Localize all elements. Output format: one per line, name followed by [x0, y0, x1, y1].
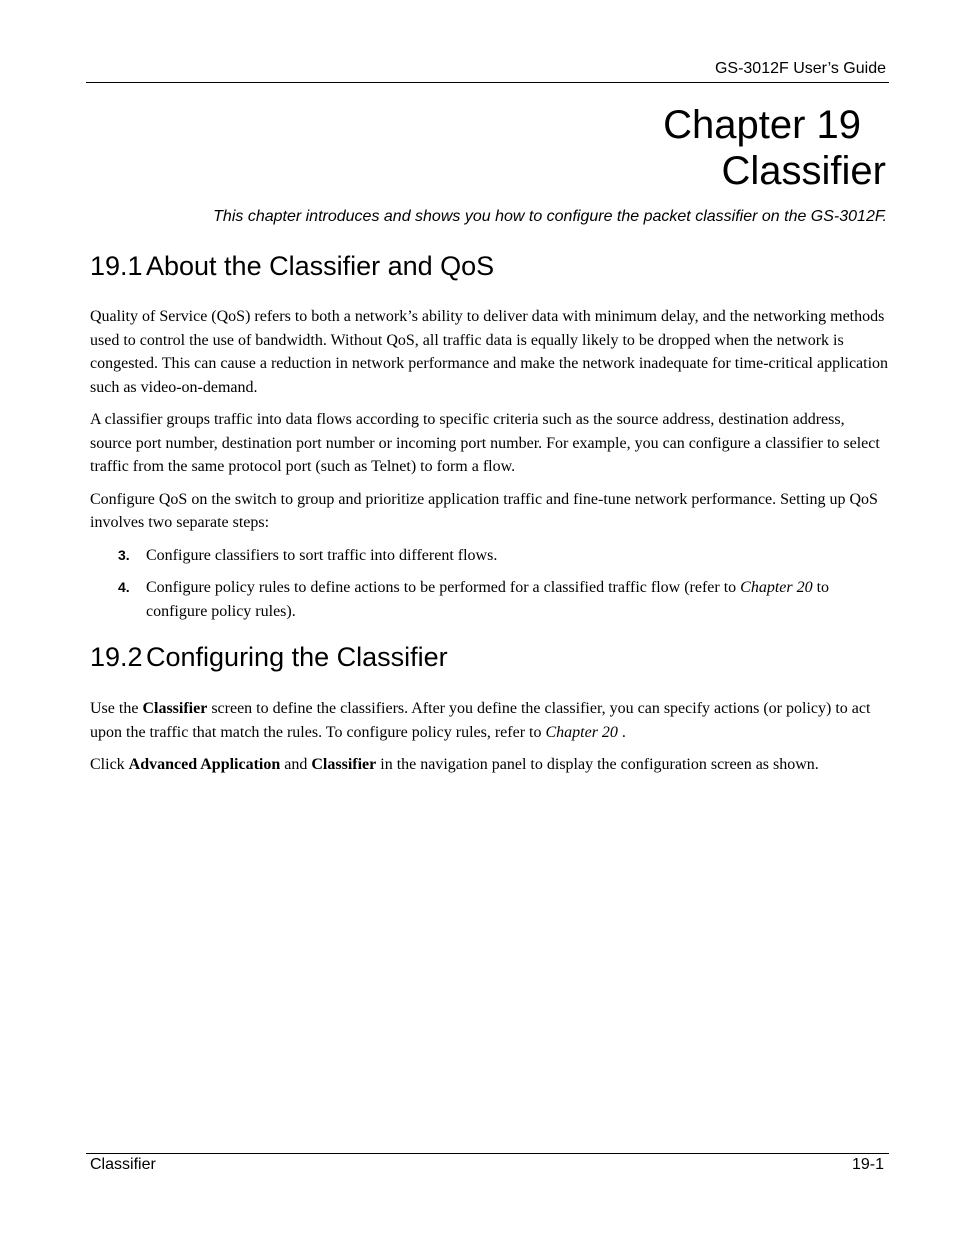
paragraph-classifier-definition: A classifier groups traffic into data flows according to specific criteria such as the source address, destination address, source port number, destination port number or incoming port number. For example, you can configure a classifier to select traffic from the same protocol port (such as Telnet) to form a flow.	[90, 411, 880, 475]
term-classifier: Classifier	[142, 700, 208, 717]
list-item	[90, 576, 890, 623]
footer-chapter-name: Classifier	[90, 1156, 156, 1173]
chapter-intro: This chapter introduces and shows you how to configure the packet classifier on the GS-3012F.	[213, 208, 887, 225]
steps-list	[90, 544, 890, 624]
text-run: Use the	[90, 700, 143, 717]
list-item	[90, 544, 890, 568]
header-rule	[86, 82, 889, 83]
chapter-title-block	[663, 102, 886, 194]
text-run: and	[280, 756, 312, 773]
section-heading-19-2	[90, 642, 448, 673]
text-run: .	[617, 723, 626, 741]
paragraph-qos-definition: Quality of Service (QoS) refers to both a network’s ability to deliver data with minimum delay, and the networking methods used to control the use of bandwidth. Without QoS, all traffic data is equally likely to be dropped when the network is congested. This can cause a reduction in network performance and make the network inadequate for time-critical application such as video-on-demand.	[90, 308, 889, 396]
section-body-19-1	[90, 305, 890, 632]
footer-rule	[86, 1153, 889, 1154]
text-run: Click	[90, 756, 129, 773]
section-heading-19-1	[90, 251, 494, 282]
footer-page-number: 19-1	[851, 1156, 884, 1173]
step-text: Configure classifiers to sort traffic into different flows.	[146, 546, 498, 564]
chapter-20-link[interactable]: Chapter 20	[545, 723, 618, 741]
step-number: 3.	[118, 546, 130, 563]
running-header: GS-3012F User’s Guide	[714, 60, 886, 77]
step-text-before: Configure policy rules to define actions to be performed for a classified traffic flow (refer to	[146, 579, 741, 596]
paragraph-classifier-screen	[90, 697, 890, 744]
section-number: 19.2	[90, 642, 143, 672]
chapter-title: Classifier	[721, 149, 886, 193]
term-advanced-application: Advanced Application	[128, 756, 281, 773]
paragraph-qos-steps-intro: Configure QoS on the switch to group and prioritize application traffic and fine-tune network performance. Setting up QoS involves two separate steps:	[90, 490, 878, 531]
step-text-after: to configure policy rules).	[146, 579, 830, 620]
step-number: 4.	[118, 579, 130, 595]
section-number: 19.1	[90, 251, 143, 281]
section-title: About the Classifier and QoS	[146, 251, 495, 281]
term-classifier: Classifier	[311, 756, 377, 773]
paragraph-navigation-instructions	[90, 753, 890, 777]
section-body-19-2	[90, 697, 890, 786]
section-title: Configuring the Classifier	[146, 642, 448, 672]
chapter-20-link[interactable]: Chapter 20	[740, 579, 813, 596]
text-run: in the navigation panel to display the configuration screen as shown.	[376, 756, 819, 773]
text-run: screen to define the classifiers. After you define the classifier, you can specify actions (or policy) to act upon the traffic that match the rules. To configure policy rules, refer to	[90, 700, 871, 741]
chapter-number: Chapter 19	[663, 103, 861, 147]
